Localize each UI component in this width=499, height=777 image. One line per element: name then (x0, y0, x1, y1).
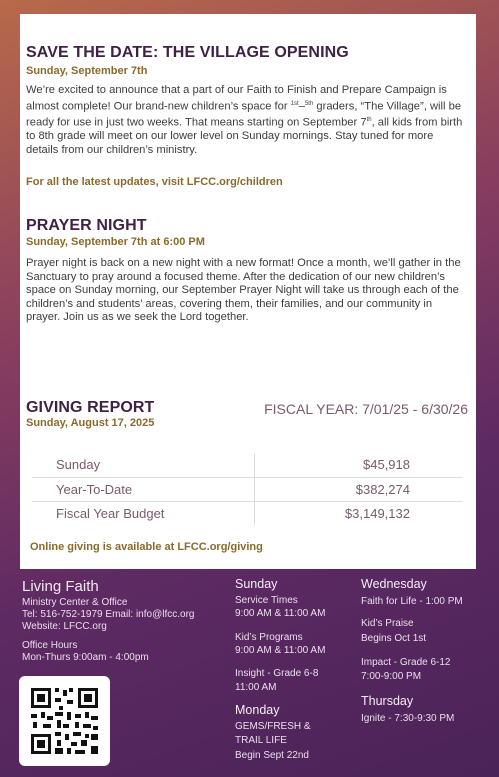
village-title: SAVE THE DATE: THE VILLAGE OPENING (26, 44, 349, 61)
table-row (32, 477, 462, 501)
kids-hours: 9:00 AM & 11:00 AM (235, 645, 326, 656)
insight: Insight - Grade 6-8 (235, 668, 319, 679)
row-value: $45,918 (254, 453, 462, 477)
prayer-title: PRAYER NIGHT (26, 217, 147, 234)
giving-date: Sunday, August 17, 2025 (26, 417, 155, 429)
children-link[interactable]: For all the latest updates, visit LFCC.org/children (26, 176, 283, 188)
service-hours: 9:00 AM & 11:00 AM (235, 608, 326, 619)
giving-table (32, 453, 462, 525)
table-row (32, 501, 462, 525)
prayer-body: Prayer night is back on a new night with a new format! Once a month, we’ll gather in the Sanctuary to pray around a focused theme. After the dedication of our new children’s space on Sunday morning, our September Prayer Night will take us through each of the children’s and students’ areas, covering them, their families, and our community in prayer. Join us as we seek the Lord together. (26, 257, 461, 324)
thursday-label: Thursday (361, 694, 414, 708)
monday-label: Monday (235, 703, 280, 717)
qr-code-icon (19, 676, 110, 766)
footer (0, 570, 499, 777)
ignite: Ignite - 7:30-9:30 PM (361, 713, 455, 724)
faith-for-life: Faith for Life - 1:00 PM (361, 596, 463, 607)
begins-oct: Begins Oct 1st (361, 633, 427, 644)
brand-subtitle: Ministry Center & Office (22, 597, 128, 608)
row-label: Sunday (32, 453, 254, 477)
contact-line: Tel: 516-752-1979 Email: info@lfcc.org (22, 609, 195, 620)
online-giving-link[interactable]: Online giving is available at LFCC.org/giving (30, 541, 263, 553)
wednesday-label: Wednesday (361, 577, 427, 591)
kids-praise: Kid’s Praise (361, 618, 414, 629)
row-value: $3,149,132 (344, 505, 410, 521)
office-hours-label: Office Hours (22, 640, 78, 651)
kids-programs: Kid’s Programs (235, 632, 303, 643)
impact: Impact - Grade 6-12 (361, 657, 451, 668)
insight-hours: 11:00 AM (235, 682, 277, 693)
row-value: $382,274 (254, 477, 462, 501)
village-body: We’re excited to announce that a part of our Faith to Finish and Prepare Campaign is almost complete! Our brand-new children’s space for $^{1st}$–$^{5th}$ graders, “The Village”, will be ready for use in just two weeks. That means starting on September 7th, all kids from birth to 8th grade will meet on our lower level on Sunday mornings. Stay tuned for more details from our children’s ministry. (26, 84, 463, 156)
row-label: Fiscal Year Budget (32, 501, 254, 525)
announcement-card (20, 14, 476, 569)
sunday-label: Sunday (235, 577, 278, 591)
trail-life: TRAIL LIFE (235, 735, 287, 746)
fiscal-year: FISCAL YEAR: 7/01/25 - 6/30/26 (264, 401, 468, 417)
village-date: Sunday, September 7th (26, 65, 148, 77)
impact-hours: 7:00-9:00 PM (361, 671, 422, 682)
brand-name: Living Faith (22, 578, 99, 595)
row-label: Year-To-Date (32, 477, 254, 501)
office-hours: Mon-Thurs 9:00am - 4:00pm (22, 652, 149, 663)
table-row (32, 453, 462, 477)
service-times: Service Times (235, 595, 298, 606)
giving-title: GIVING REPORT (26, 399, 155, 416)
begin-sept: Begin Sept 22nd (235, 750, 309, 761)
prayer-date: Sunday, September 7th at 6:00 PM (26, 236, 205, 248)
gems: GEMS/FRESH & (235, 721, 311, 732)
website-line[interactable]: Website: LFCC.org (22, 621, 107, 632)
